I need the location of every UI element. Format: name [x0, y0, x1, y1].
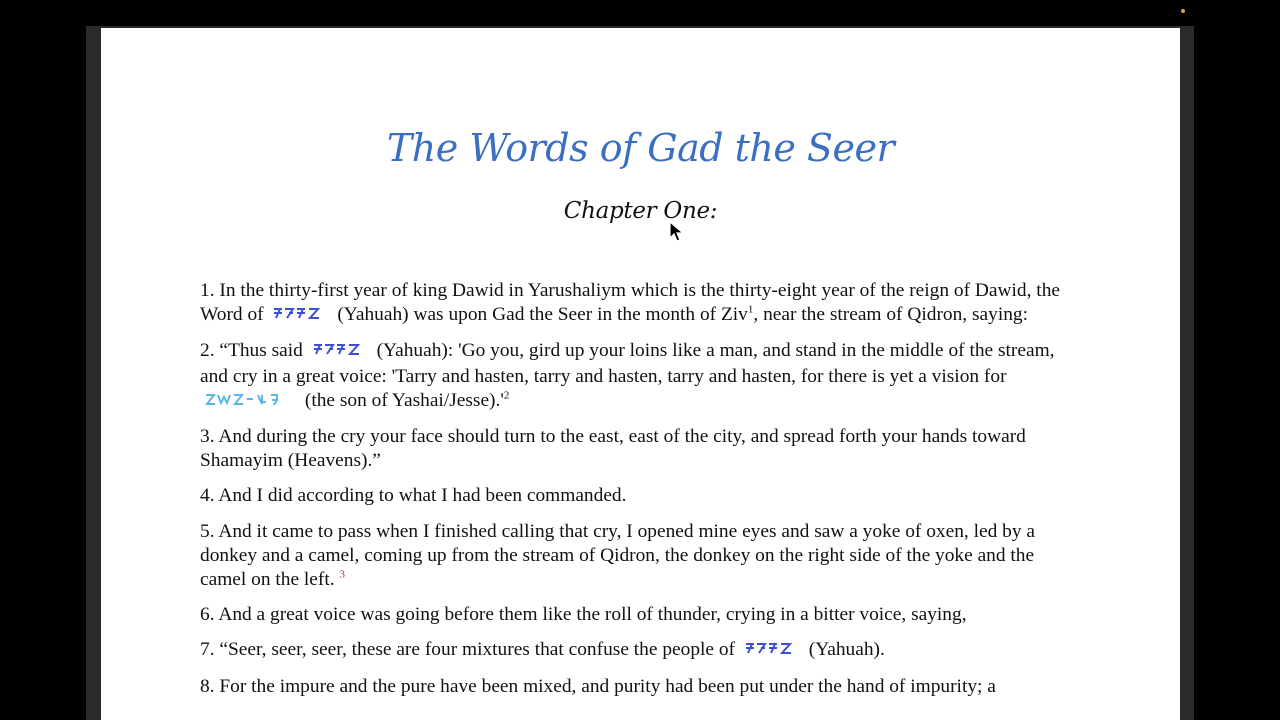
verse-2-text-b: (Yahuah): 'Go you, gird up your loins like a man, and stand in the middle of the stream, and cry in a great voice: 'Tarry and hasten, tarry and hasten, tarry and hasten, for there is yet a vision for — [200, 340, 1055, 387]
verse-1-text-c: , near the stream of Qidron, saying: — [753, 304, 1028, 326]
verse-4: 4. And I did according to what I had been commanded. — [200, 485, 627, 507]
paleo-hebrew-divine-name — [312, 344, 362, 360]
document-title: The Words of Gad the Seer — [386, 126, 895, 170]
footnote-ref-1[interactable]: 1 — [747, 303, 754, 316]
window-indicator-dot — [1181, 9, 1185, 13]
footnote-ref-2[interactable]: 2 — [503, 389, 510, 402]
verse-7-text-b: (Yahuah). — [808, 639, 885, 661]
verse-6: 6. And a great voice was going before them like the roll of thunder, crying in a bitter voice, saying, — [200, 604, 967, 626]
verse-5 — [200, 520, 1080, 593]
verse-8: 8. For the impure and the pure have been mixed, and purity had been put under the hand of impurity; a — [200, 675, 996, 697]
verse-2 — [200, 339, 1080, 414]
verse-2-text-c: (the son of Yashai/Jesse).' — [304, 389, 504, 411]
verse-5-text: 5. And it came to pass when I finished calling that cry, I opened mine eyes and saw a yoke of oxen, led by a donkey and a camel, coming up from the stream of Qidron, the donkey on the right side of the yoke and the camel on the left. — [200, 520, 1035, 591]
document-page — [101, 28, 1180, 720]
verse-7-text-a: 7. “Seer, seer, seer, these are four mixtures that confuse the people of — [200, 639, 736, 661]
verse-2-text-a: 2. “Thus said — [200, 340, 303, 362]
paleo-hebrew-divine-name — [744, 643, 794, 659]
footnote-ref-3[interactable]: 3 — [339, 568, 345, 581]
verse-3: 3. And during the cry your face should turn to the east, east of the city, and spread forth your hands toward Shamayim (Heavens).” — [200, 426, 1026, 472]
verse-1-text-a: 1. In the thirty-first year of king Dawid in Yarushaliym which is the thirty-eight year of the reign of Dawid, the Word of — [200, 280, 1060, 326]
mouse-pointer-icon — [669, 221, 685, 243]
verse-1 — [200, 279, 1080, 328]
paleo-hebrew-jesse-name — [204, 394, 290, 410]
verse-1-text-b: (Yahuah) was upon Gad the Seer in the month of Ziv — [337, 304, 748, 326]
paleo-hebrew-divine-name — [272, 308, 322, 324]
document-body — [200, 279, 1080, 710]
chapter-heading: Chapter One: — [563, 198, 718, 224]
verse-7 — [200, 638, 1080, 663]
